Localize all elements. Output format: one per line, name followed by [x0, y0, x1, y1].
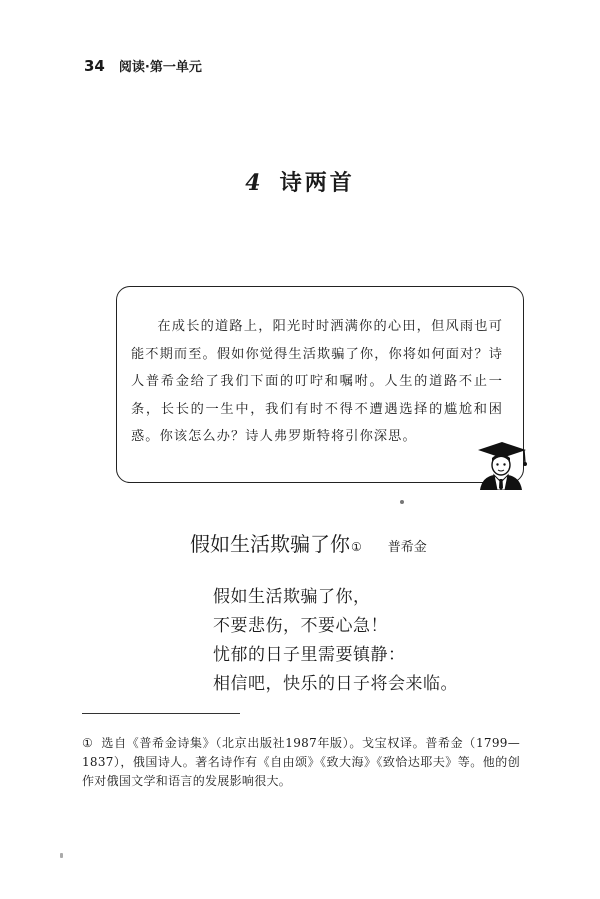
footnote-divider [82, 713, 240, 714]
section-title: 阅读·第一单元 [118, 60, 202, 75]
footnote-text: 选自《普希金诗集》（北京出版社1987年版）。戈宝权译。普希金（1799—1837），俄国诗人。著名诗作有《自由颂》《致大海》《致恰达耶夫》等。他的创作对俄国文学和语言的发展影响很大。 [82, 736, 520, 788]
footnote-marker: ① [82, 736, 94, 750]
decorative-dot [400, 500, 404, 504]
poem-line: 忧郁的日子里需要镇静： [213, 645, 406, 665]
scan-speck [60, 853, 63, 858]
scholar-cap-avatar-icon [470, 440, 528, 490]
poem-author: 普希金 [387, 540, 427, 555]
lesson-number: 4 [245, 170, 261, 196]
page-header [84, 56, 202, 75]
poem-title: 假如生活欺骗了你 [190, 532, 350, 556]
poem-line: 不要悲伤，不要心急！ [213, 616, 388, 636]
lesson-name: 诗两首 [279, 171, 355, 196]
intro-box [116, 286, 524, 483]
page-number: 34 [84, 57, 105, 75]
poem-body [213, 583, 458, 699]
footnote [82, 734, 520, 791]
intro-text: 在成长的道路上，阳光时时洒满你的心田，但风雨也可能不期而至。假如你觉得生活欺骗了你，你将如何面对？诗人普希金给了我们下面的叮咛和嘱咐。人生的道路不止一条，长长的一生中，我们有时不得不遭遇选择的尴尬和困惑。你该怎么办？诗人弗罗斯特将引你深思。 [131, 319, 503, 444]
poem-heading [190, 528, 427, 557]
footnote-reference: ① [351, 540, 362, 554]
poem-line: 假如生活欺骗了你， [213, 587, 371, 607]
poem-line: 相信吧，快乐的日子将会来临。 [213, 674, 458, 694]
lesson-title [0, 166, 600, 197]
